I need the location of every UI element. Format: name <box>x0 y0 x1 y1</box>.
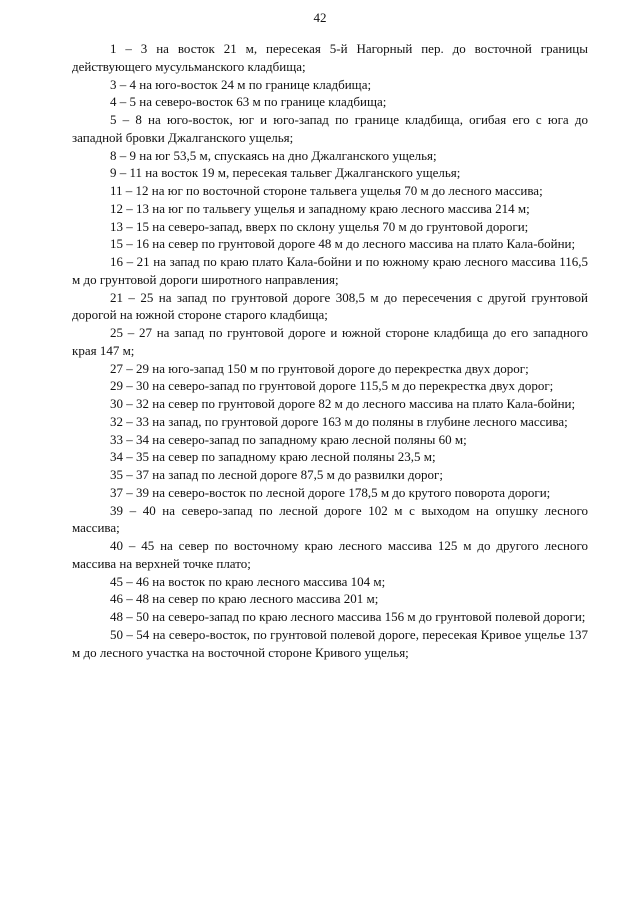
paragraph: 40 – 45 на север по восточному краю лесного массива 125 м до другого лесного массива на верхней точке плато; <box>72 538 588 571</box>
paragraph: 3 – 4 на юго-восток 24 м по границе кладбища; <box>110 76 372 92</box>
paragraph: 29 – 30 на северо-запад по грунтовой дороге 115,5 м до перекрестка двух дорог; <box>110 378 554 394</box>
paragraph: 15 – 16 на север по грунтовой дороге 48 м до лесного массива на плато Кала-бойни; <box>110 236 576 252</box>
paragraph: 12 – 13 на юг по тальвегу ущелья и западному краю лесного массива 214 м; <box>110 200 530 216</box>
paragraph: 33 – 34 на северо-запад по западному краю лесной поляны 60 м; <box>110 431 467 447</box>
paragraph: 9 – 11 на восток 19 м, пересекая тальвег Джалганского ущелья; <box>110 165 461 181</box>
paragraph: 39 – 40 на северо-запад по лесной дороге 102 м с выходом на опушку лесного массива; <box>72 502 588 536</box>
paragraph: 34 – 35 на север по западному краю лесной поляны 23,5 м; <box>110 449 436 465</box>
paragraph: 21 – 25 на запад по грунтовой дороге 308,5 м до пересечения с другой грунтовой дорогой на южной стороне старого кладбища; <box>72 289 588 323</box>
paragraph: 32 – 33 на запад, по грунтовой дороге 163 м до поляны в глубине лесного массива; <box>110 413 568 429</box>
paragraph: 4 – 5 на северо-восток 63 м по границе кладбища; <box>110 94 387 110</box>
paragraph: 13 – 15 на северо-запад, вверх по склону ущелья 70 м до грунтовой дороги; <box>110 218 529 234</box>
paragraph: 8 – 9 на юг 53,5 м, спускаясь на дно Джалганского ущелья; <box>110 147 437 163</box>
document-body <box>72 40 588 661</box>
paragraph: 11 – 12 на юг по восточной стороне тальвега ущелья 70 м до лесного массива; <box>110 183 543 198</box>
paragraph: 25 – 27 на запад по грунтовой дороге и южной стороне кладбища до его западного края 147 м; <box>72 325 588 358</box>
paragraph: 1 – 3 на восток 21 м, пересекая 5-й Нагорный пер. до восточной границы действующего мусульманского кладбища; <box>72 41 588 74</box>
paragraph: 30 – 32 на север по грунтовой дороге 82 м до лесного массива на плато Кала-бойни; <box>110 396 576 411</box>
paragraph: 27 – 29 на юго-запад 150 м по грунтовой дороге до перекрестка двух дорог; <box>110 360 529 376</box>
paragraph: 45 – 46 на восток по краю лесного массива 104 м; <box>110 573 386 589</box>
paragraph: 46 – 48 на север по краю лесного массива 201 м; <box>110 591 379 607</box>
paragraph: 35 – 37 на запад по лесной дороге 87,5 м до развилки дорог; <box>110 467 443 482</box>
paragraph: 50 – 54 на северо-восток, по грунтовой полевой дороге, пересекая Кривое ущелье 137 м до лесного участка на восточной стороне Кривого ущелья; <box>72 626 588 660</box>
paragraph: 48 – 50 на северо-запад по краю лесного массива 156 м до грунтовой полевой дороги; <box>110 609 586 624</box>
paragraph: 5 – 8 на юго-восток, юг и юго-запад по границе кладбища, огибая его с юга до западной бровки Джалганского ущелья; <box>72 112 588 145</box>
paragraph: 16 – 21 на запад по краю плато Кала-бойни и по южному краю лесного массива 116,5 м до грунтовой дороги широтного направления; <box>72 254 588 287</box>
page-number: 42 <box>313 10 327 25</box>
paragraph: 37 – 39 на северо-восток по лесной дороге 178,5 м до крутого поворота дороги; <box>110 484 551 500</box>
